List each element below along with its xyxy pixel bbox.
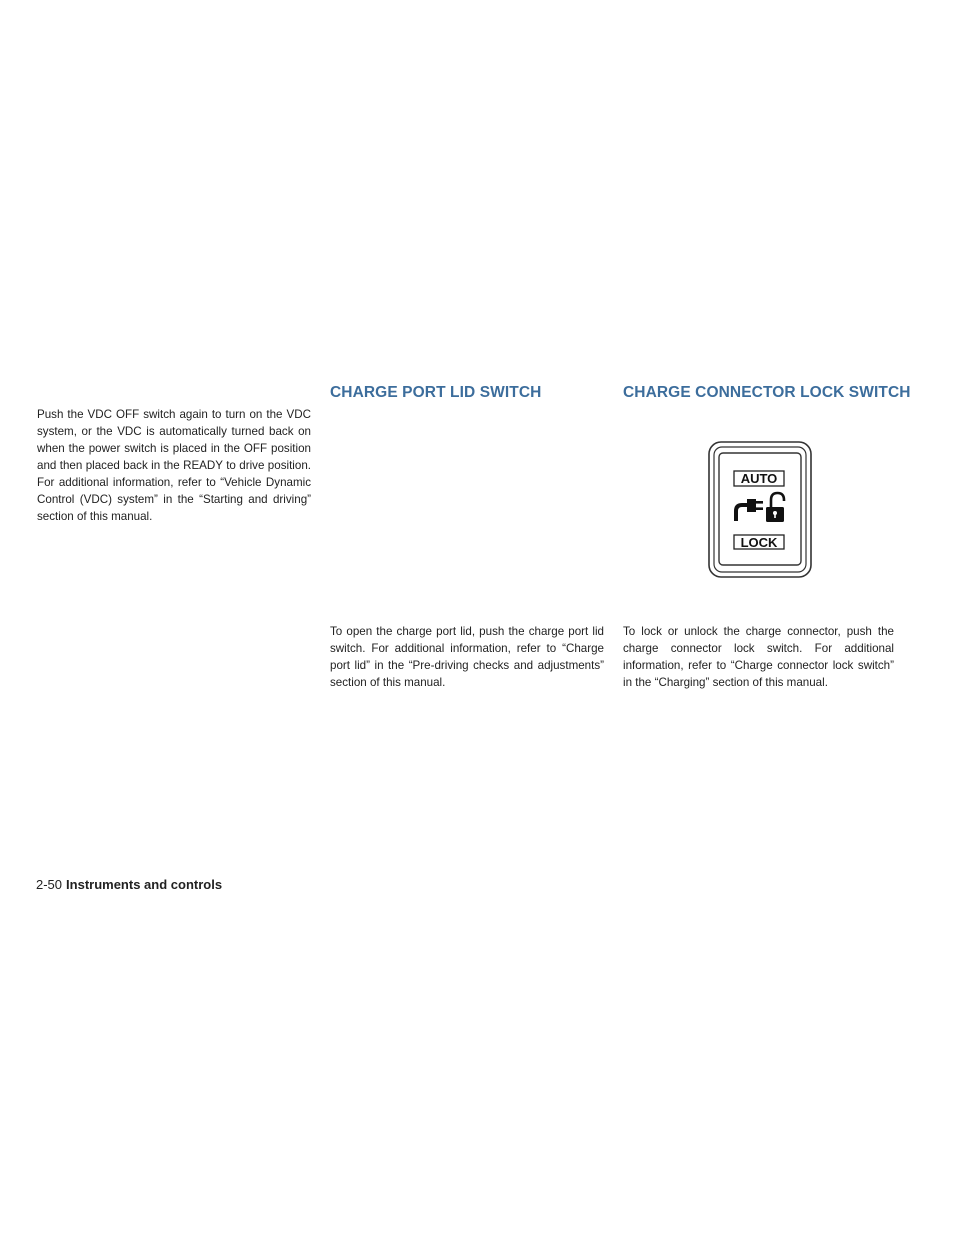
footer-section-title: Instruments and controls bbox=[66, 877, 223, 892]
charge-connector-lock-heading: CHARGE CONNECTOR LOCK SWITCH bbox=[623, 384, 911, 401]
charge-connector-lock-text bbox=[623, 623, 894, 691]
charge-connector-lock-paragraph: To lock or unlock the charge connector, push the charge connector lock switch. For additional information, refer to “Charge connector lock switch” in the “Charging” section of this manual. bbox=[623, 625, 894, 689]
charge-connector-lock-switch-figure bbox=[708, 441, 812, 578]
auto-label: AUTO bbox=[740, 471, 778, 486]
middle-column bbox=[330, 384, 604, 402]
page-footer bbox=[36, 877, 222, 892]
charge-port-lid-heading: CHARGE PORT LID SWITCH bbox=[330, 384, 542, 401]
lock-label-box bbox=[734, 535, 784, 550]
left-column bbox=[37, 406, 311, 525]
charge-port-lid-paragraph: To open the charge port lid, push the charge port lid switch. For additional information, refer to “Charge port lid” in the “Pre-driving checks and adjustments” section of this manual. bbox=[330, 625, 604, 689]
right-column bbox=[623, 384, 911, 402]
page-number: 2-50 bbox=[36, 877, 63, 892]
auto-label-box bbox=[734, 471, 784, 486]
vdc-paragraph: Push the VDC OFF switch again to turn on the VDC system, or the VDC is automatically turned back on when the power switch is placed in the OFF position and then placed back in the READY to drive position. For additional information, refer to “Vehicle Dynamic Control (VDC) system” in the “Starting and driving” section of this manual. bbox=[37, 408, 311, 523]
charge-port-lid-text bbox=[330, 623, 604, 691]
lock-label: LOCK bbox=[740, 535, 778, 550]
